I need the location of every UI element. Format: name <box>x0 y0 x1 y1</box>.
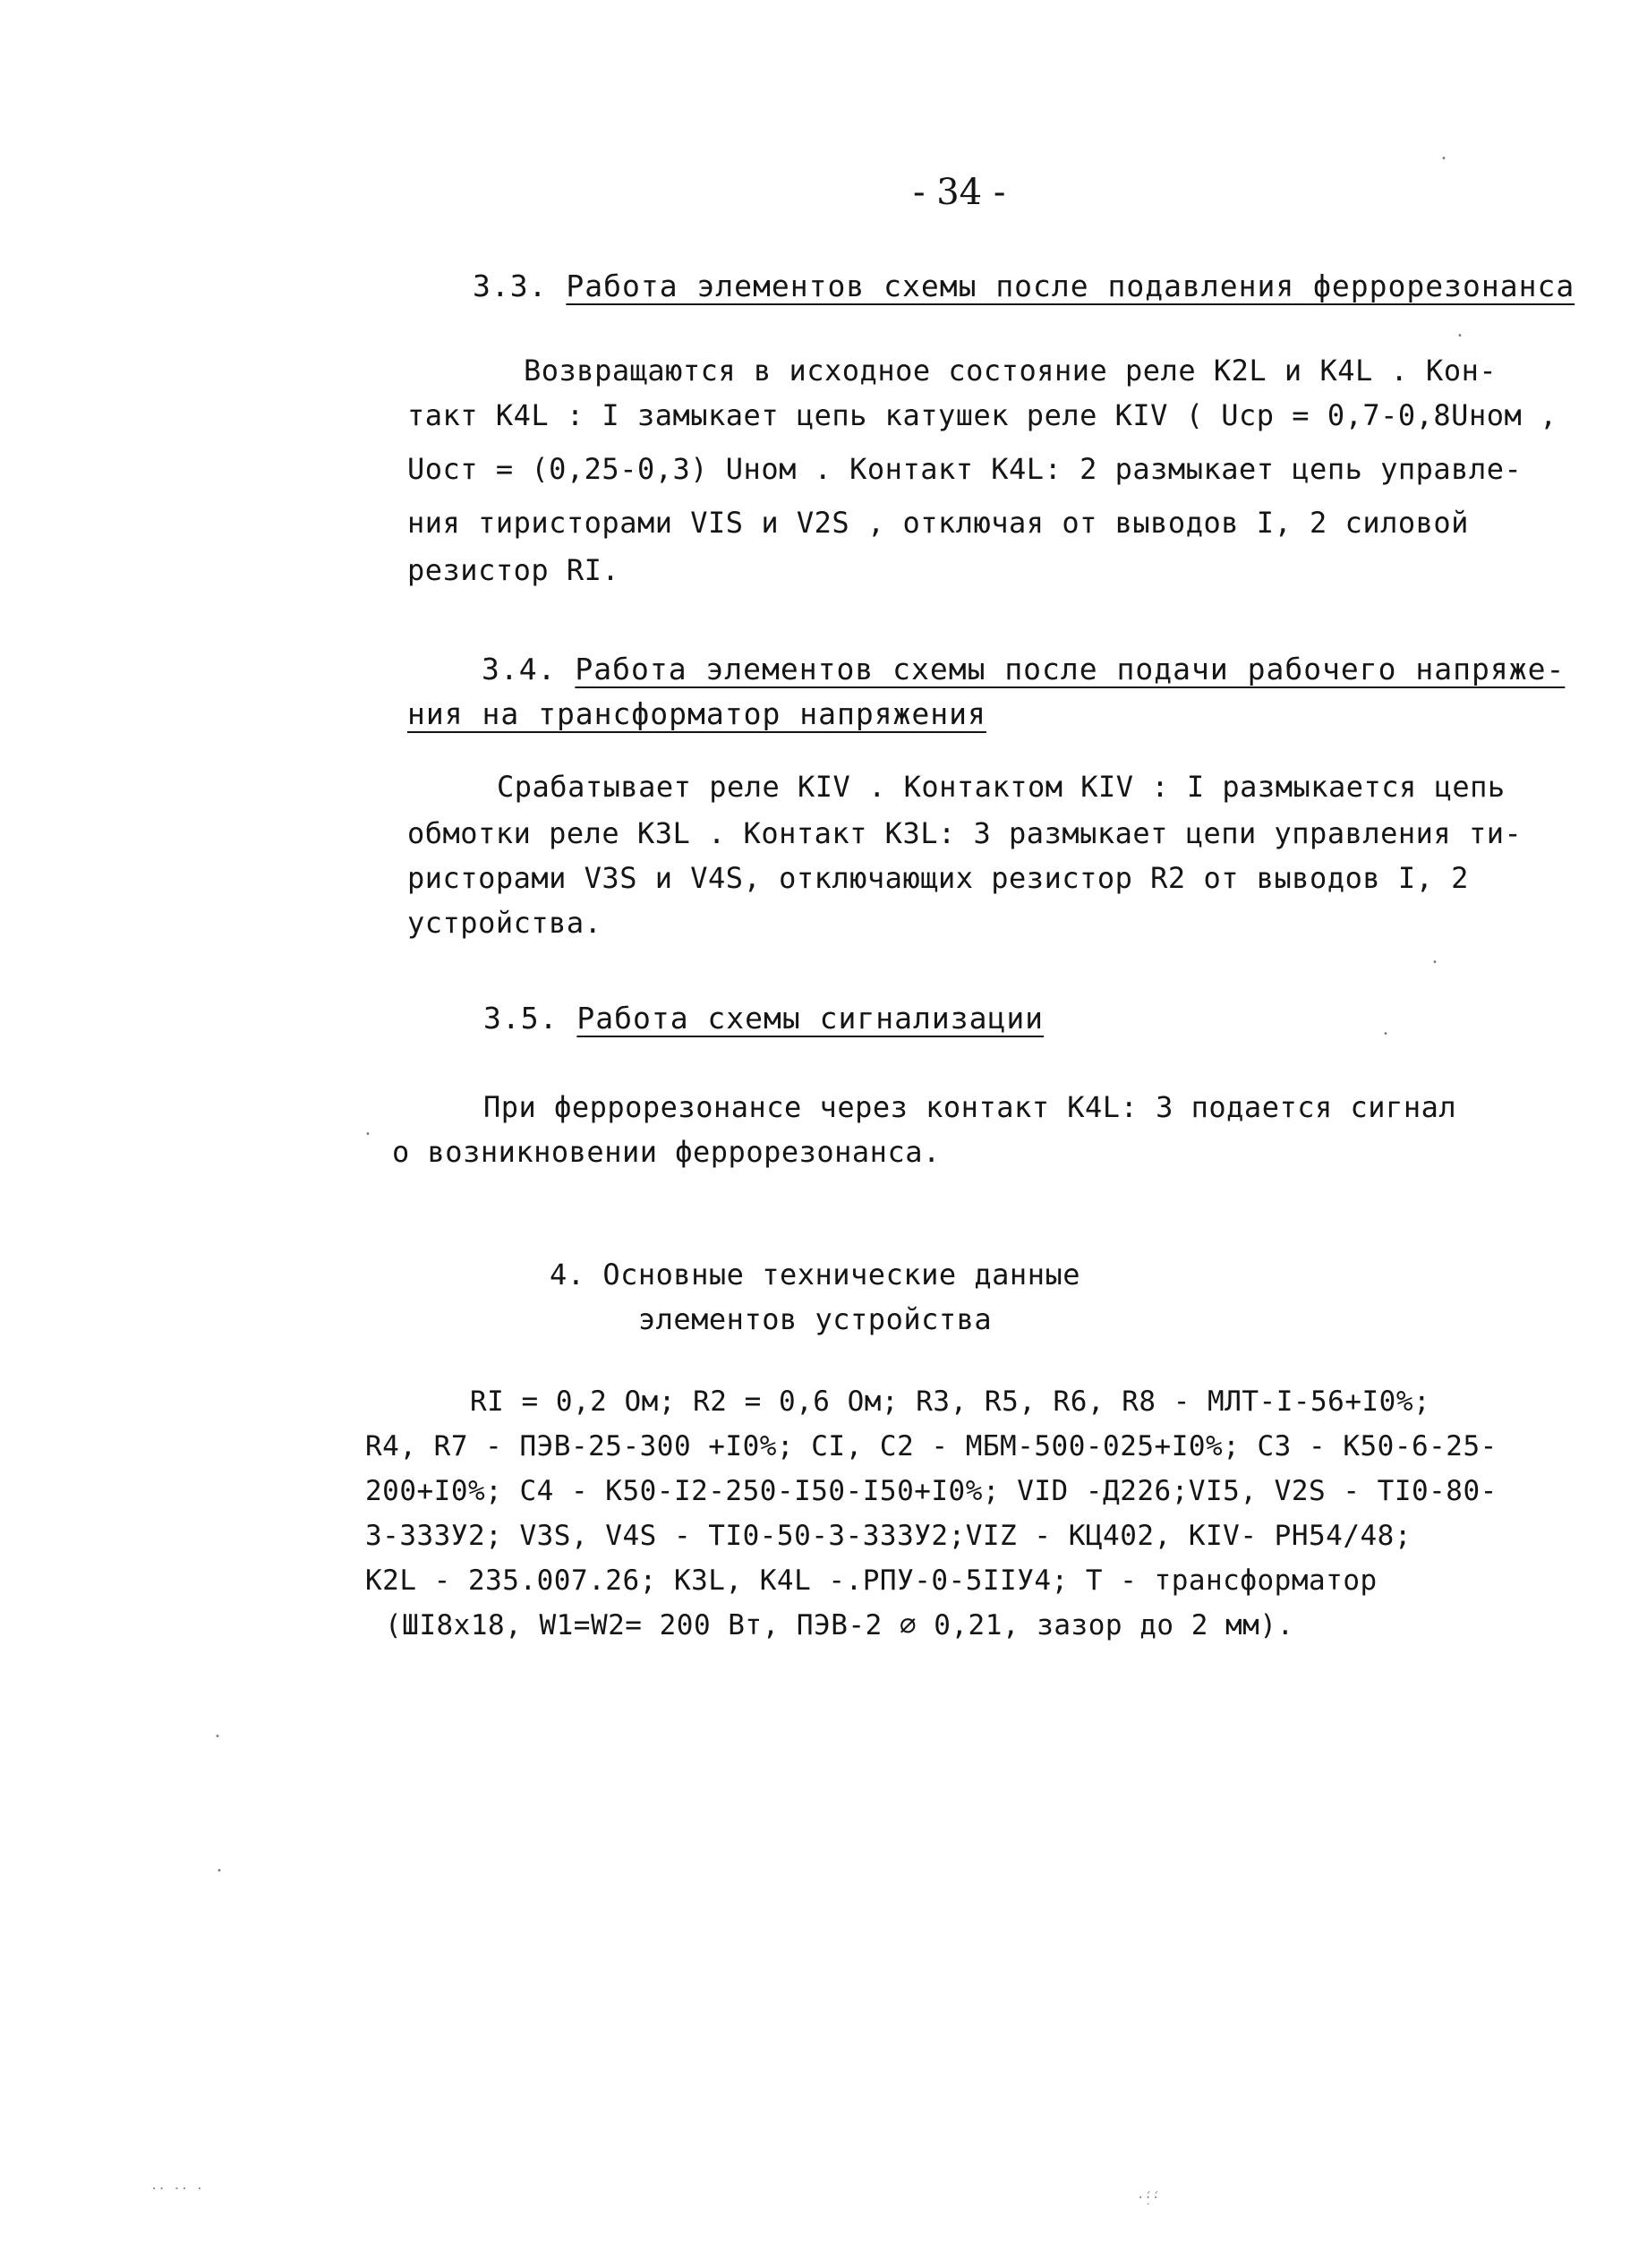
page-number: - 34 - <box>913 172 1006 213</box>
section-3-4-number: 3.4. <box>482 652 557 686</box>
scan-speck: • <box>1383 1029 1388 1039</box>
scan-speck: • <box>215 1732 220 1742</box>
scan-speck: • <box>1432 958 1438 968</box>
s34-line-1: Срабатывает реле KIV . Контактом KIV : I размыкается цепь <box>497 770 1506 804</box>
footer-mark-left: ·· ·· · <box>150 2182 204 2196</box>
s33-line-4: ния тиристорами VIS и V2S , отключая от выводов I, 2 силовой <box>407 506 1469 540</box>
section-3-5-number: 3.5. <box>483 1001 559 1036</box>
s33-line-1: Возвращаются в исходное состояние реле K2L и K4L . Кон- <box>524 354 1498 388</box>
footer-mark-right: ·̣́·́· <box>1137 2191 1160 2205</box>
s4-line-1: RI = 0,2 Ом; R2 = 0,6 Ом; R3, R5, R6, R8 - МЛТ-I-56+I0%; <box>470 1386 1431 1418</box>
s35-line-2: о возникновении феррорезонанса. <box>392 1135 941 1169</box>
s33-line-3: Uост = (0,25-0,3) Uном . Контакт K4L: 2 размыкает цепь управле- <box>407 452 1523 486</box>
s4-line-3: 200+I0%; C4 - К50-I2-250-I50-I50+I0%; VID -Д226;VI5, V2S - ТI0-80- <box>365 1475 1498 1507</box>
s4-line-4: 3-333У2; V3S, V4S - ТI0-50-3-333У2;VIZ - КЦ402, KIV- РН54/48; <box>365 1520 1412 1552</box>
section-3-4-title-line1: Работа элементов схемы после подачи рабочего напряже- <box>575 652 1566 686</box>
section-3-3-title: Работа элементов схемы после подавления феррорезонанса <box>566 269 1575 303</box>
s4-line-5: K2L - 235.007.26; K3L, K4L -.РПУ-0-5IIУ4; Т - трансформатор <box>365 1565 1378 1597</box>
section-3-4-heading-cont <box>407 696 986 731</box>
scan-speck: • <box>217 1866 222 1876</box>
s34-line-2: обмотки реле K3L . Контакт K3L: 3 размыкает цепи управления ти- <box>407 816 1523 850</box>
section-3-5-heading <box>483 1001 1044 1036</box>
s34-line-4: устройства. <box>407 906 602 940</box>
s33-line-5: резистор RI. <box>407 553 620 587</box>
section-4-title-line1: 4. Основные технические данные <box>550 1258 1080 1292</box>
section-3-5-title: Работа схемы сигнализации <box>576 1001 1045 1036</box>
s35-line-1: При феррорезонансе через контакт K4L: 3 подается сигнал <box>483 1090 1457 1124</box>
scan-speck: • <box>1457 331 1463 341</box>
section-3-3-heading <box>473 269 1575 303</box>
section-3-3-number: 3.3. <box>473 269 548 303</box>
section-3-4-heading <box>482 652 1565 686</box>
s34-line-3: ристорами V3S и V4S, отключающих резистор R2 от выводов I, 2 <box>407 861 1469 895</box>
s4-line-2: R4, R7 - ПЭВ-25-300 +I0%; CI, C2 - МБМ-500-025+I0%; C3 - К50-6-25- <box>365 1430 1498 1462</box>
section-4-title-line2: элементов устройства <box>637 1302 993 1336</box>
s4-line-6: (ШI8x18, W1=W2= 200 Вт, ПЭВ-2 ∅ 0,21, зазор до 2 мм). <box>385 1609 1294 1641</box>
section-3-4-title-line2: ния на трансформатор напряжения <box>407 696 986 731</box>
scan-speck: • <box>365 1130 371 1139</box>
s33-line-2: такт K4L : I замыкает цепь катушек реле KIV ( Uср = 0,7-0,8Uном , <box>407 398 1557 432</box>
scan-speck: • <box>1441 154 1447 164</box>
